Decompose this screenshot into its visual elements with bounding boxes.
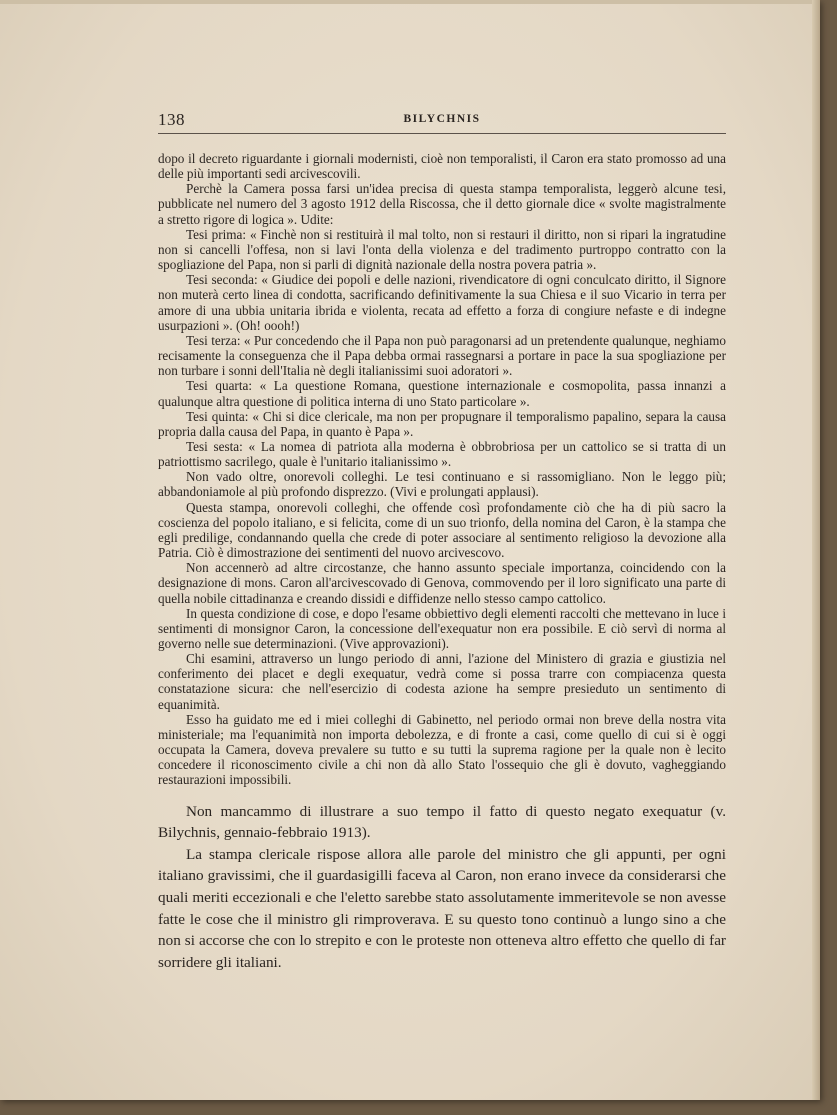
paragraph: Chi esamini, attraverso un lungo periodo di anni, l'azione del Ministero di grazia e giustizia nel conferimento dei placet e degli exequatur, vedrà come si possa trarre con compiacenza questa constatazione sicura: che nell'esercizio di codesta azione ha sempre presieduto un sentimento di equanimità. <box>158 651 726 712</box>
quoted-speech <box>158 151 726 788</box>
page-header <box>158 110 726 134</box>
paragraph: Tesi quarta: « La questione Romana, questione internazionale e cosmopolita, passa innanzi a qualunque altra questione di politica interna di uno Stato particolare ». <box>158 378 726 409</box>
paragraph: Tesi seconda: « Giudice dei popoli e delle nazioni, rivendicatore di ogni conculcato diritto, il Signore non muterà certo linea di condotta, sacrificando definitivamente la sua Chiesa e il suo Vicario in terra per amore di una ubbia unitaria ibrida e violenta, recata ad effetto a forza di congiure nefaste e di indegne usurpazioni ». (Oh! oooh!) <box>158 272 726 333</box>
article-body <box>158 151 726 973</box>
paragraph: Perchè la Camera possa farsi un'idea precisa di questa stampa temporalista, leggerò alcune tesi, pubblicate nel numero del 3 agosto 1912 della Riscossa, che il detto giornale dice « svolte magistralmente a stretto rigore di logica ». Udite: <box>158 181 726 227</box>
paragraph: In questa condizione di cose, e dopo l'esame obbiettivo degli elementi raccolti che mettevano in luce i sentimenti di monsignor Caron, la concessione dell'exequatur non era possibile. E ciò servì di norma al governo nelle sue determinazioni. (Vive approvazioni). <box>158 605 726 651</box>
paragraph: dopo il decreto riguardante i giornali modernisti, cioè non temporalisti, il Caron era stato promosso ad una delle più importanti sedi arcivescovili. <box>158 151 726 182</box>
paragraph: Non vado oltre, onorevoli colleghi. Le tesi continuano e si rassomigliano. Non le leggo più; abbandoniamole al più profondo disprezzo. (Vivi e prolungati applausi). <box>158 469 726 500</box>
paragraph: Tesi sesta: « La nomea di patriota alla moderna è obbrobriosa per un cattolico se si tratta di un patriottismo sacrilego, quale è l'unitario italianissimo ». <box>158 438 726 470</box>
paragraph: Non accennerò ad altre circostanze, che hanno assunto speciale importanza, coincidendo con la designazione di mons. Caron all'arcivescovado di Genova, commovendo per il loro significato una parte di quella nobile cittadinanza e creando dissidi e diffidenze nello stesso campo cattolico. <box>158 560 726 606</box>
running-title: BILYCHNIS <box>403 113 481 125</box>
page-right-edge <box>812 0 820 1100</box>
paragraph: Esso ha guidato me ed i miei colleghi di Gabinetto, nel periodo ormai non breve della nostra vita ministeriale; ma l'equanimità non importa debolezza, e di fronte a casi, come quello di cui si è oggi occupata la Camera, doveva prevalere su tutto e su tutti la suprema ragione per la quale non è lecito concedere il riconoscimento civile a chi non dà allo Stato l'ossequio che gli è dovuto, vagheggiando restaurazioni impossibili. <box>158 711 726 788</box>
paragraph: La stampa clericale rispose allora alle parole del ministro che gli appunti, per ogni italiano gravissimi, che il guardasigilli faceva al Caron, non erano invece da considerarsi che quali meriti eccezionali e che l'eletto sarebbe stato assolutamente immeritevole se non avesse fatte le cose che il ministro gli rimproverava. E su questo tono continuò a lungo sino a che non si accorse che con lo strepito e con le proteste non otteneva altro effetto che quello di far sorridere gli italiani. <box>158 845 726 971</box>
page-top-edge <box>0 0 820 4</box>
paragraph: Tesi quinta: « Chi si dice clericale, ma non per propugnare il temporalismo papalino, separa la causa propria dalla causa del Papa, in quanto è Papa ». <box>158 408 726 439</box>
page-number: 138 <box>158 110 185 129</box>
header-rule <box>158 133 726 134</box>
commentary <box>158 801 726 974</box>
paragraph: Tesi prima: « Finchè non si restituirà il mal tolto, non si restauri il diritto, non si ripari la ingratudine non si cancelli l'offesa, non si lavi l'onta della violenza e del tradimento purtroppo contratto con la spogliazione del Papa, non si parli di dignità nazionale della nostra povera patria ». <box>158 226 726 273</box>
paragraph: Questa stampa, onorevoli colleghi, che offende così profondamente ciò che ha di più sacro la coscienza del popolo italiano, e si felicita, come di un suo trionfo, della nomina del Caron, è la stampa che egli predilige, condannando quella che crede di poter associare al sentimento religioso la devozione alla Patria. Ciò è dimostrazione dei sentimenti del nuovo arcivescovo. <box>158 499 726 561</box>
paragraph: Non mancammo di illustrare a suo tempo il fatto di questo negato exequatur (v. Bilychnis, gennaio-febbraio 1913). <box>158 802 726 842</box>
paragraph: Tesi terza: « Pur concedendo che il Papa non può paragonarsi ad un pretendente qualunque, neghiamo recisamente la conseguenza che il Papa debba ormai rassegnarsi a portare in pace la sua spogliazione per non turbare i sonni dell'Italia nè degli italianissimi suoi adoratori ». <box>158 332 726 379</box>
